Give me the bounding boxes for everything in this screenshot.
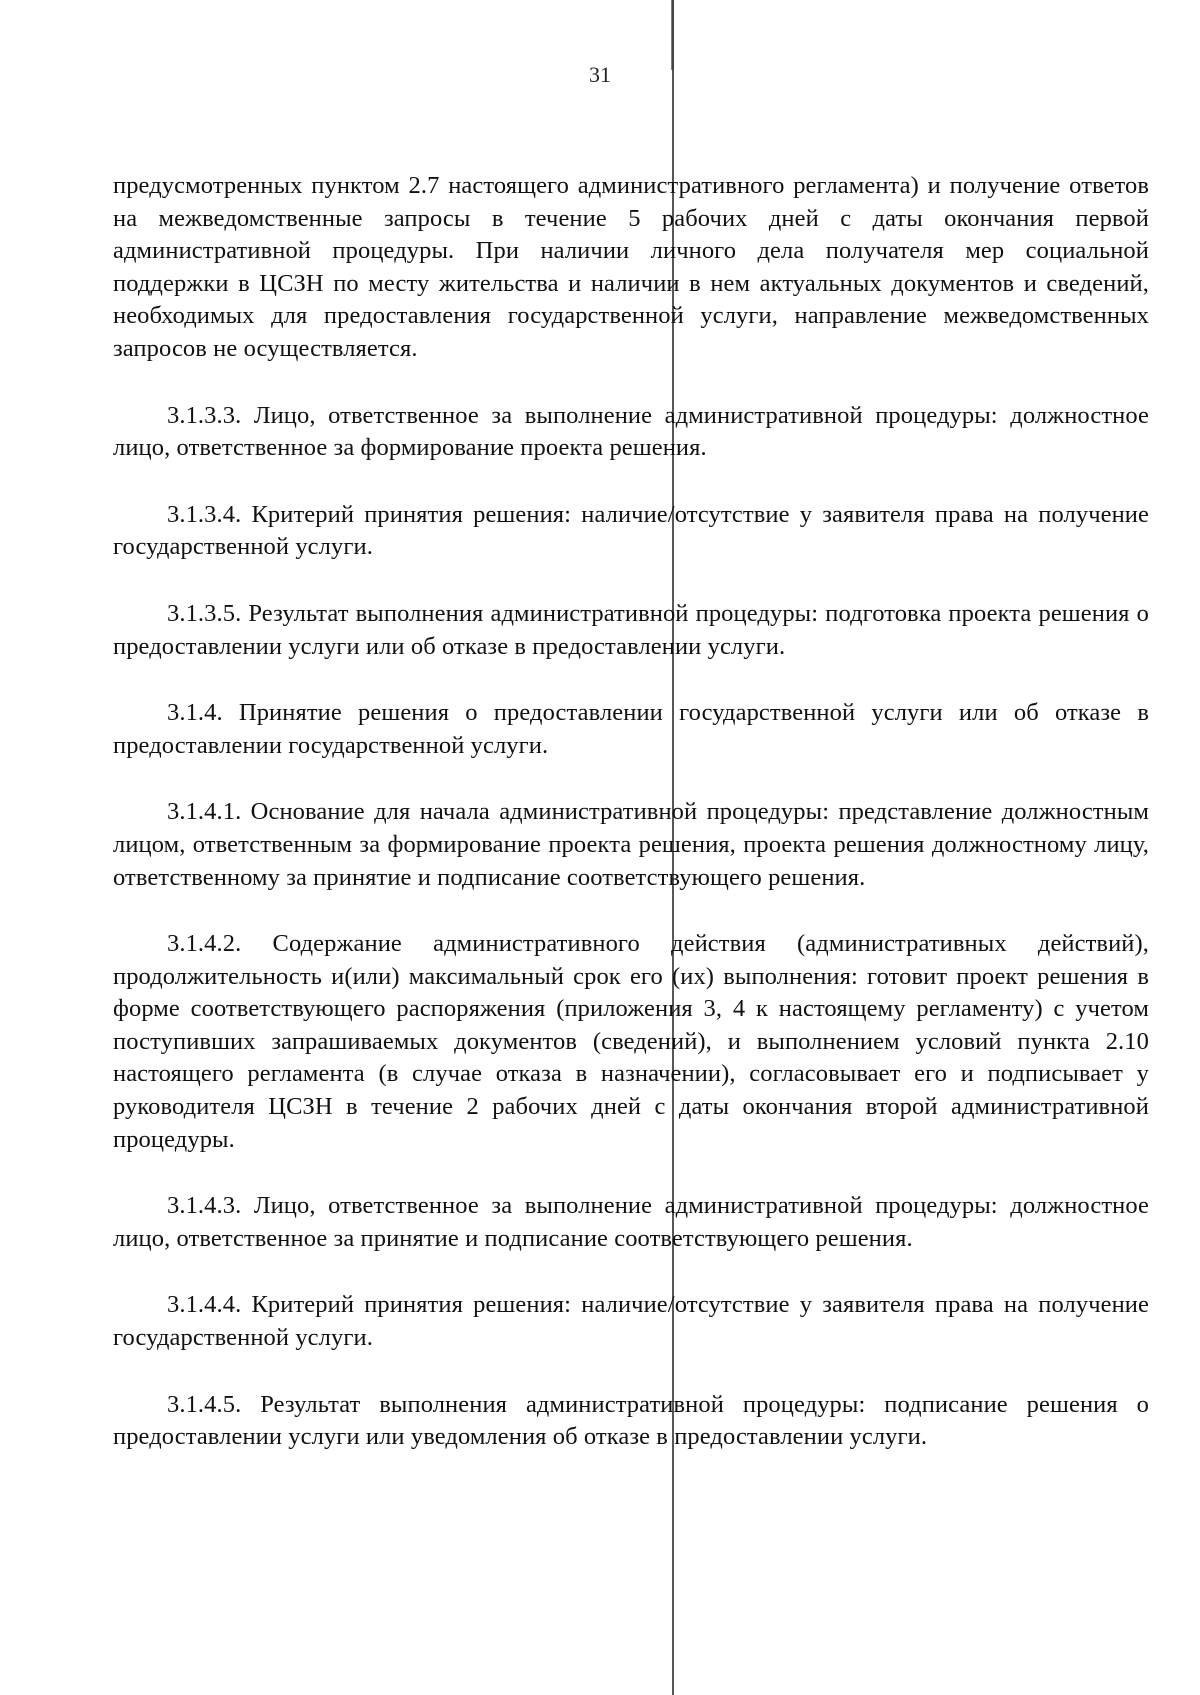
paragraph-3-1-4-4: 3.1.4.4. Критерий принятия решения: наличие/отсутствие у заявителя права на получение государственной услуги. xyxy=(113,1291,1149,1352)
paragraph-3-1-4-3: 3.1.4.3. Лицо, ответственное за выполнение административной процедуры: должностное лицо, ответственное за принятие и подписание соответствующего решения. xyxy=(113,1192,1149,1252)
paragraph-3-1-3-3: 3.1.3.3. Лицо, ответственное за выполнение административной процедуры: должностное лицо, ответственное за формирование проекта решения. xyxy=(113,401,1149,462)
paragraph-3-1-3-4: 3.1.3.4. Критерий принятия решения: наличие/отсутствие у заявителя права на получение государственной услуги. xyxy=(113,500,1149,561)
paragraph-continuation: предусмотренных пунктом 2.7 настоящего административного регламента) и получение ответов на межведомственные запросы в течение 5 рабочих дней с даты окончания первой административной процедуры. При наличии личного дела получателя мер социальной поддержки в ЦСЗН по месту жительства и наличии в нем актуальных документов и сведений, необходимых для предоставления государственной услуги, направление межведомственных запросов не осуществляется. xyxy=(113,172,1149,362)
paragraph-3-1-4-5: 3.1.4.5. Результат выполнения административной процедуры: подписание решения о предоставлении услуги или уведомления об отказе в предоставлении услуги. xyxy=(113,1390,1149,1451)
paragraph-3-1-3-5: 3.1.3.5. Результат выполнения административной процедуры: подготовка проекта решения о предоставлении услуги или об отказе в предоставлении услуги. xyxy=(113,599,1149,660)
paragraph-3-1-4: 3.1.4. Принятие решения о предоставлении государственной услуги или об отказе в предоставлении государственной услуги. xyxy=(113,699,1149,759)
page-number: 31 xyxy=(589,62,611,87)
paragraph-3-1-4-2: 3.1.4.2. Содержание административного действия (административных действий), продолжительность и(или) максимальный срок его (их) выполнения: готовит проект решения в форме соответствующего распоряжения (приложения 3, 4 к настоящему регламенту) с учетом поступивших запрашиваемых документов (сведений), и выполнением условий пункта 2.10 настоящего регламента (в случае отказа в назначении), согласовывает его и подписывает у руководителя ЦСЗН в течение 2 рабочих дней с даты окончания второй административной процедуры. xyxy=(113,930,1149,1153)
paragraph-3-1-4-1: 3.1.4.1. Основание для начала административной процедуры: представление должностным лицом, ответственным за формирование проекта решения, проекта решения должностному лицу, ответственному за принятие и подписание соответствующего решения. xyxy=(113,798,1149,891)
document-body xyxy=(113,170,1149,1488)
